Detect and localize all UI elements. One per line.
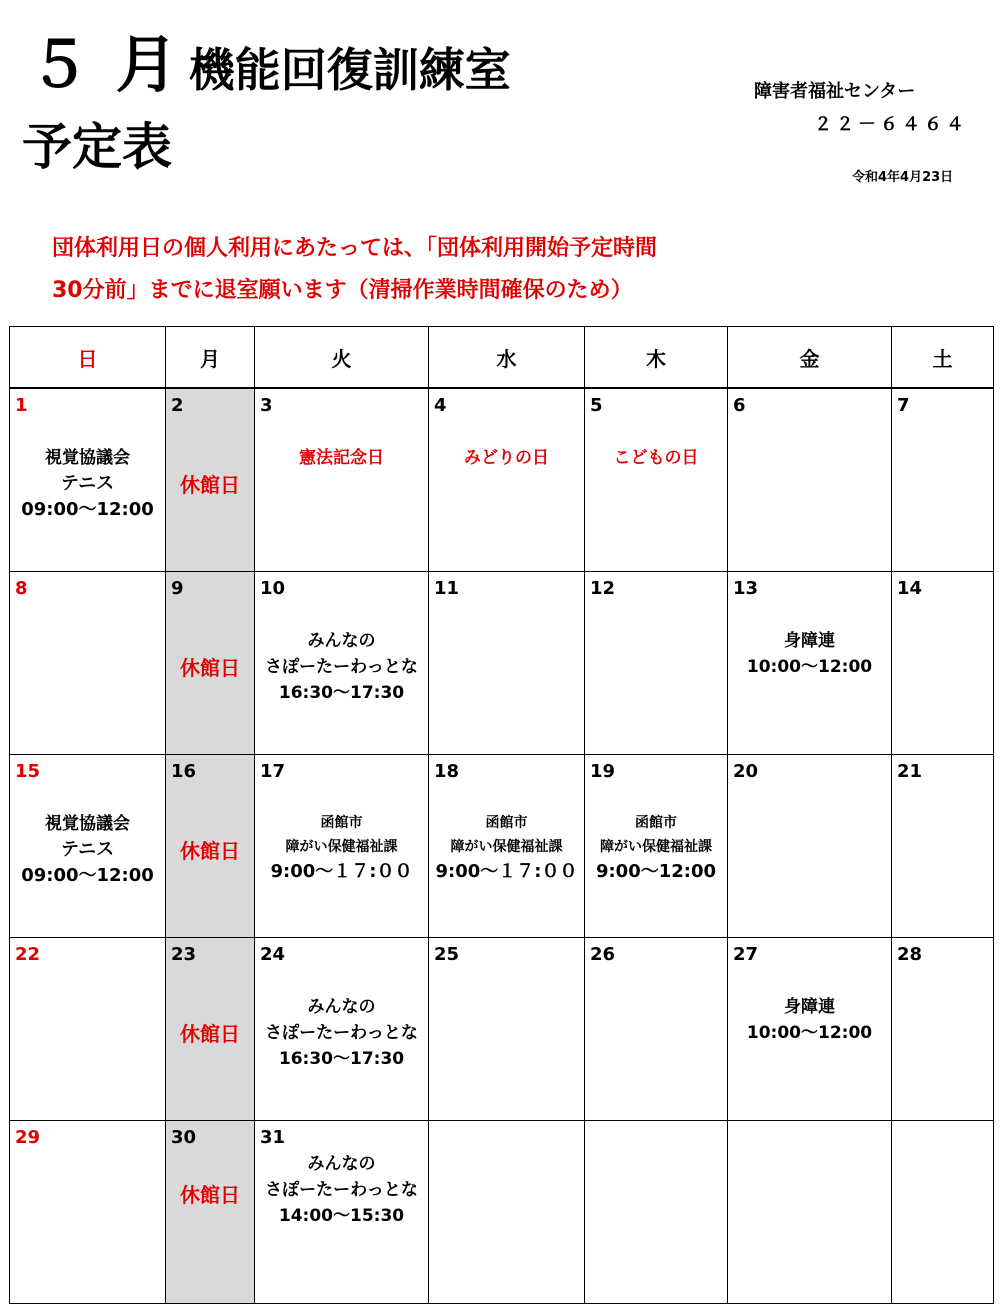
event-line: みんなの	[307, 631, 376, 651]
event-line: 9:00～１７:００	[435, 861, 578, 882]
day-cell	[10, 1121, 166, 1304]
day-cell	[255, 755, 429, 938]
day-number: 10	[260, 578, 286, 599]
day-cell	[166, 572, 255, 755]
event-line: こどもの日	[613, 448, 699, 468]
day-cell	[892, 572, 994, 755]
closed-label: 休館日	[180, 839, 240, 863]
event-line: 視覚協議会	[45, 448, 130, 468]
day-number: 17	[260, 761, 286, 782]
event-line: 憲法記念日	[299, 448, 384, 468]
event-line: さぽーたーわっとな	[265, 657, 418, 677]
day-cell	[255, 572, 429, 755]
day-number: 19	[590, 761, 616, 782]
day-cell	[892, 1121, 994, 1304]
event-line: 函館市	[635, 815, 677, 831]
day-number: 7	[897, 395, 910, 416]
event-line: 障がい保健福祉課	[600, 839, 712, 855]
day-cell	[166, 1121, 255, 1304]
event-line: 16:30～17:30	[278, 1049, 405, 1069]
event-line: 9:00～12:00	[595, 861, 717, 882]
event	[255, 994, 428, 1072]
day-number: 30	[171, 1127, 197, 1148]
event-line: 身障連	[784, 997, 835, 1017]
week-row	[10, 755, 994, 938]
event-line: 10:00～12:00	[746, 657, 873, 677]
closed-label: 休館日	[180, 1022, 240, 1046]
day-cell	[728, 755, 892, 938]
schedule-subtitle: 予定表	[22, 117, 172, 176]
week-row	[10, 572, 994, 755]
day-cell	[585, 755, 728, 938]
event-line: さぽーたーわっとな	[265, 1023, 418, 1043]
day-cell	[10, 938, 166, 1121]
phone-number: ２２－６４６４	[814, 114, 968, 135]
weekday-fri: 金	[728, 327, 892, 389]
day-cell	[10, 572, 166, 755]
day-number: 18	[434, 761, 460, 782]
event	[255, 811, 428, 885]
day-number: 23	[171, 944, 197, 965]
event	[585, 811, 727, 885]
notice-line-1: 団体利用日の個人利用にあたっては、「団体利用開始予定時間	[52, 236, 658, 261]
day-cell	[166, 755, 255, 938]
event-line: 障がい保健福祉課	[285, 839, 398, 855]
day-cell	[166, 938, 255, 1121]
day-cell	[585, 572, 728, 755]
day-cell	[892, 755, 994, 938]
day-number: 6	[733, 395, 746, 416]
organization-name: 障害者福祉センター	[754, 81, 916, 102]
day-cell	[429, 938, 585, 1121]
week-row	[10, 938, 994, 1121]
day-number: 1	[15, 395, 28, 416]
event-line: 身障連	[784, 631, 835, 651]
event-line: みんなの	[307, 1154, 376, 1174]
weekday-mon: 月	[166, 327, 255, 389]
day-number: 27	[733, 944, 759, 965]
event	[429, 811, 584, 885]
notice	[52, 228, 952, 312]
day-cell	[728, 388, 892, 572]
day-number: 2	[171, 395, 184, 416]
day-number: 13	[733, 578, 759, 599]
closed-label: 休館日	[180, 1183, 240, 1207]
event	[10, 445, 165, 523]
day-number: 28	[897, 944, 923, 965]
day-number: 3	[260, 395, 273, 416]
event-line: 函館市	[320, 815, 363, 831]
holiday-label	[429, 445, 584, 471]
day-number: 12	[590, 578, 616, 599]
day-cell	[429, 1121, 585, 1304]
closed-label: 休館日	[180, 656, 240, 680]
day-cell	[255, 388, 429, 572]
day-number: 31	[260, 1127, 286, 1148]
day-cell	[429, 388, 585, 572]
day-cell	[728, 1121, 892, 1304]
event-line: 9:00～１７:００	[270, 861, 413, 882]
day-number: 24	[260, 944, 286, 965]
week-row	[10, 388, 994, 572]
weekday-header-row	[10, 327, 994, 389]
notice-line-2: 30分前」までに退室願います（清掃作業時間確保のため）	[52, 278, 633, 303]
month-title: ５ 月	[28, 28, 180, 101]
day-cell	[728, 938, 892, 1121]
day-number: 8	[15, 578, 28, 599]
issue-date: 令和4年4月23日	[852, 170, 954, 185]
day-cell	[255, 938, 429, 1121]
event-line: 16:30～17:30	[278, 683, 405, 703]
day-number: 29	[15, 1127, 41, 1148]
day-cell	[585, 938, 728, 1121]
event	[728, 628, 891, 680]
day-number: 4	[434, 395, 447, 416]
weekday-sun: 日	[10, 327, 166, 389]
day-cell	[892, 938, 994, 1121]
day-cell	[255, 1121, 429, 1304]
holiday-label	[255, 445, 428, 471]
event-line: テニス	[60, 473, 115, 494]
title	[28, 30, 511, 105]
event-line: みんなの	[307, 997, 376, 1017]
day-cell	[10, 388, 166, 572]
weekday-sat: 土	[892, 327, 994, 389]
event-line: 09:00～12:00	[21, 499, 154, 520]
weekday-thu: 木	[585, 327, 728, 389]
day-cell	[728, 572, 892, 755]
day-number: 9	[171, 578, 184, 599]
closed-label: 休館日	[180, 473, 240, 497]
day-number: 14	[897, 578, 923, 599]
day-cell	[585, 1121, 728, 1304]
day-cell	[585, 388, 728, 572]
day-cell	[892, 388, 994, 572]
event-line: 10:00～12:00	[746, 1023, 873, 1043]
event-line: 函館市	[485, 815, 528, 831]
week-row	[10, 1121, 994, 1304]
weekday-tue: 火	[255, 327, 429, 389]
event-line: 視覚協議会	[45, 814, 130, 834]
event-line: 14:00～15:30	[278, 1206, 405, 1226]
event	[255, 628, 428, 706]
holiday-label	[585, 445, 727, 471]
event	[728, 994, 891, 1046]
event-line: 09:00～12:00	[21, 865, 154, 886]
day-number: 5	[590, 395, 603, 416]
day-number: 26	[590, 944, 616, 965]
day-cell	[10, 755, 166, 938]
day-cell	[166, 388, 255, 572]
event-line: みどりの日	[464, 448, 549, 468]
day-number: 11	[434, 578, 460, 599]
event-line: 障がい保健福祉課	[450, 839, 563, 855]
day-number: 25	[434, 944, 460, 965]
room-title: 機能回復訓練室	[188, 43, 511, 97]
day-number: 16	[171, 761, 197, 782]
event	[255, 1151, 428, 1229]
day-number: 15	[15, 761, 41, 782]
event-line: テニス	[60, 839, 115, 860]
day-number: 22	[15, 944, 41, 965]
event	[10, 811, 165, 889]
event-line: さぽーたーわっとな	[265, 1180, 418, 1200]
day-cell	[429, 755, 585, 938]
day-cell	[429, 572, 585, 755]
day-number: 20	[733, 761, 759, 782]
calendar-table	[9, 326, 994, 1304]
day-number: 21	[897, 761, 923, 782]
weekday-wed: 水	[429, 327, 585, 389]
